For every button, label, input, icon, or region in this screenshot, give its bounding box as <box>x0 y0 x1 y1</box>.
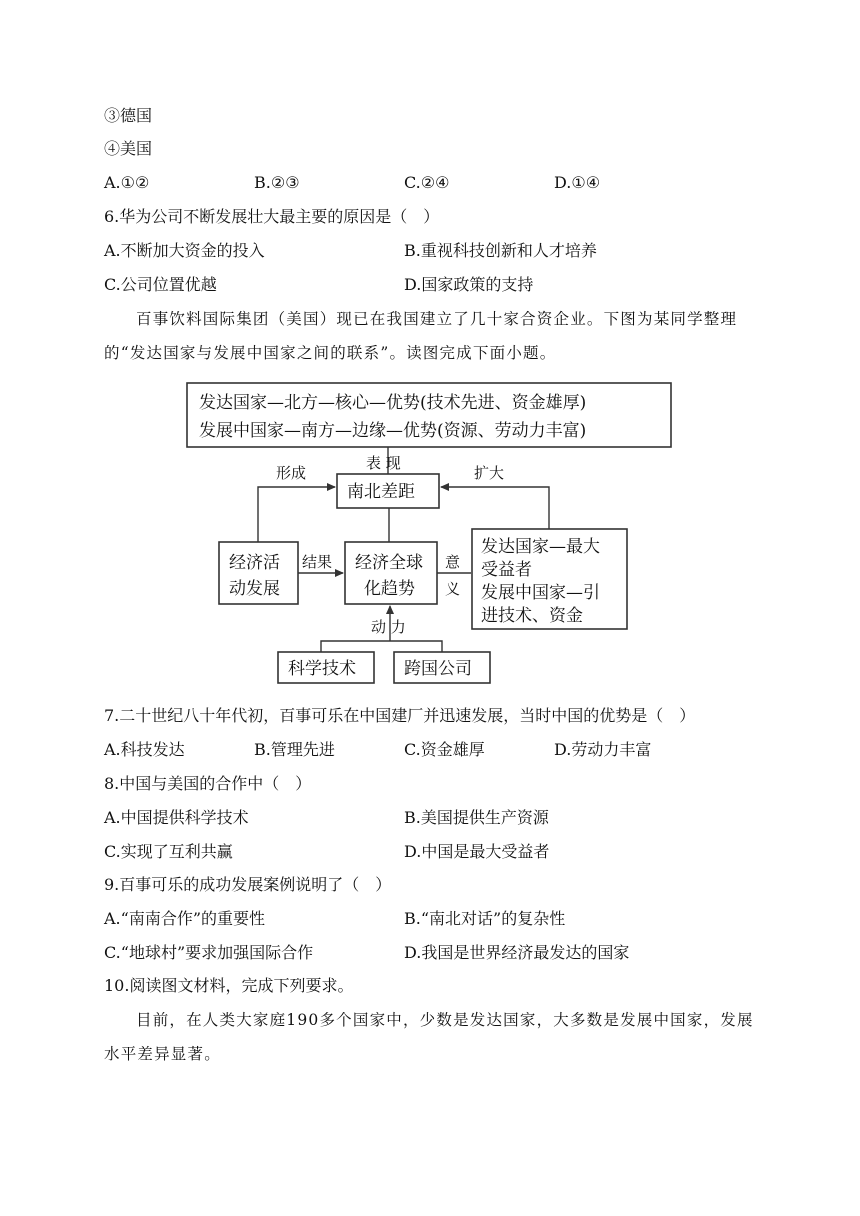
q9-stem: 9.百事可乐的成功发展案例说明了（ ） <box>104 875 392 894</box>
q6-option-b: B.重视科技创新和人才培养 <box>404 241 597 260</box>
label-xingcheng: 形成 <box>276 464 307 482</box>
q10-stem: 10.阅读图文材料，完成下列要求。 <box>104 976 354 995</box>
left-box-line-1: 经济活 <box>229 553 280 573</box>
q8-stem: 8.中国与美国的合作中（ ） <box>104 774 312 793</box>
q7-option-c: C.资金雄厚 <box>404 740 485 759</box>
right-box-line-2: 受益者 <box>481 560 532 580</box>
q8-option-d: D.中国是最大受益者 <box>404 842 550 861</box>
right-box-line-3: 发展中国家—引 <box>481 583 600 603</box>
label-yi-2: 义 <box>445 580 461 598</box>
left-box-line-2: 动发展 <box>229 579 280 599</box>
q10-paragraph: 目前，在人类大家庭190多个国家中，少数是发达国家，大多数是发展中国家，发展水平差异显著。 <box>104 1011 754 1063</box>
q5-item-3: ③德国 <box>104 106 153 125</box>
q5-option-a: A.①② <box>104 173 150 192</box>
q9-option-b: B.“南北对话”的复杂性 <box>404 909 566 928</box>
top-line-1: 发达国家—北方—核心—优势(技术先进、资金雄厚) <box>199 393 587 413</box>
q7-option-b: B.管理先进 <box>254 740 335 759</box>
label-kuoda: 扩大 <box>474 464 505 482</box>
bottom-right-text: 跨国公司 <box>404 659 472 679</box>
label-dongli: 动 力 <box>371 618 406 636</box>
q5-item-4: ④美国 <box>104 139 153 158</box>
middle-box-line-1: 经济全球 <box>355 553 423 573</box>
bottom-left-text: 科学技术 <box>288 659 356 679</box>
q5-option-d: D.①④ <box>554 173 601 192</box>
right-box-line-4: 进技术、资金 <box>481 606 583 626</box>
q6-option-a: A.不断加大资金的投入 <box>104 241 265 260</box>
top-line-2: 发展中国家—南方—边缘—优势(资源、劳动力丰富) <box>199 421 587 441</box>
middle-box-line-2: 化趋势 <box>364 579 415 599</box>
center-box-text: 南北差距 <box>347 482 415 502</box>
q5-option-b: B.②③ <box>254 173 300 192</box>
intro-paragraph: 百事饮料国际集团（美国）现已在我国建立了几十家合资企业。下图为某同学整理的“发达国家与发展中国家之间的联系”。读图完成下面小题。 <box>104 310 738 362</box>
label-biaoxian: 表 现 <box>366 454 401 472</box>
q8-option-a: A.中国提供科学技术 <box>104 808 249 827</box>
label-yi: 意 <box>445 553 461 571</box>
q7-option-a: A.科技发达 <box>104 740 185 759</box>
q8-option-c: C.实现了互利共赢 <box>104 842 233 861</box>
q7-option-d: D.劳动力丰富 <box>554 740 652 759</box>
q6-option-d: D.国家政策的支持 <box>404 275 534 294</box>
q5-option-c: C.②④ <box>404 173 450 192</box>
q9-option-d: D.我国是世界经济最发达的国家 <box>404 943 630 962</box>
q8-option-b: B.美国提供生产资源 <box>404 808 549 827</box>
label-jieguo: 结果 <box>302 553 333 571</box>
q7-stem: 7.二十世纪八十年代初，百事可乐在中国建厂并迅速发展，当时中国的优势是（ ） <box>104 706 696 725</box>
q6-stem: 6.华为公司不断发展壮大最主要的原因是（ ） <box>104 207 440 226</box>
q6-option-c: C.公司位置优越 <box>104 275 217 294</box>
right-box-line-1: 发达国家—最大 <box>481 537 600 557</box>
q9-option-a: A.“南南合作”的重要性 <box>104 909 266 928</box>
q9-option-c: C.“地球村”要求加强国际合作 <box>104 943 314 962</box>
